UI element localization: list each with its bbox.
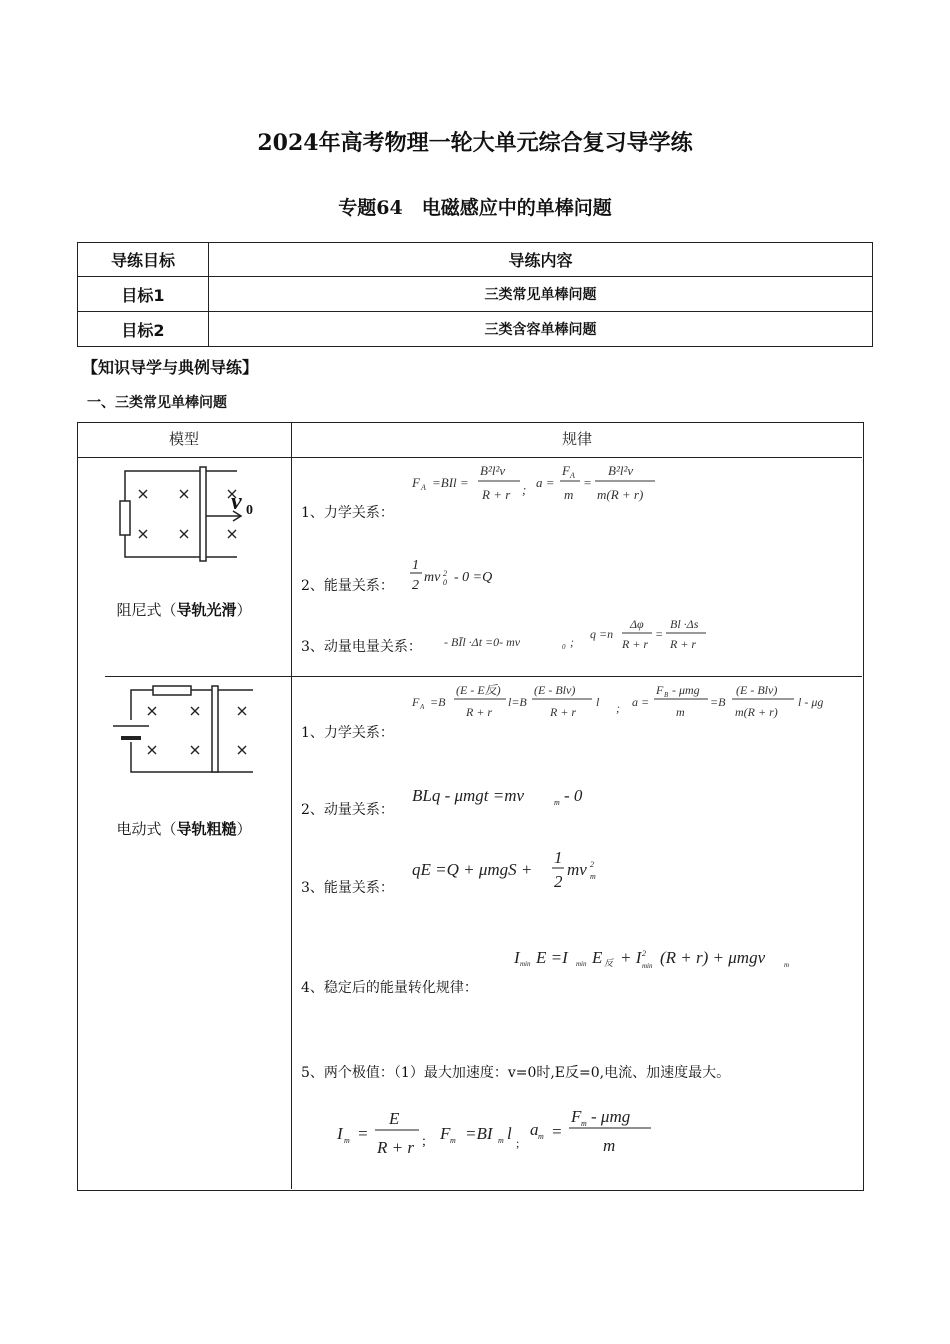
row-divider — [105, 676, 862, 677]
svg-text:mv: mv — [424, 570, 441, 585]
svg-text:(E - E反): (E - E反) — [456, 683, 501, 697]
svg-text:min: min — [520, 960, 531, 968]
table-row — [78, 312, 873, 347]
svg-text:=BIl =: =BIl = — [432, 475, 469, 490]
svg-text:m: m — [784, 961, 790, 969]
formula-energy-motor — [410, 847, 630, 892]
svg-text:R + r: R + r — [550, 705, 577, 719]
formula-extremes — [335, 1102, 695, 1162]
motor-circuit-diagram — [105, 682, 265, 778]
svg-text:2: 2 — [590, 860, 594, 869]
goal-table-header — [78, 243, 873, 277]
svg-text:R + r: R + r — [377, 1138, 414, 1157]
svg-text:=BI: =BI — [465, 1124, 493, 1143]
svg-text:E: E — [389, 1109, 400, 1128]
svg-text:2: 2 — [554, 872, 563, 891]
svg-text:I: I — [337, 1124, 343, 1143]
header-rule: 规律 — [562, 430, 593, 448]
svg-text:(E - Blv): (E - Blv) — [534, 683, 576, 697]
header-divider — [77, 457, 862, 458]
svg-text:F: F — [571, 1107, 582, 1126]
svg-text:- BĪl ·Δt =0- mv: - BĪl ·Δt =0- mv — [444, 635, 521, 649]
svg-text:m: m — [538, 1132, 544, 1141]
page-title: 2024年高考物理一轮大单元综合复习导学练 — [257, 130, 693, 156]
svg-text:R + r: R + r — [670, 637, 697, 651]
rule-extremes: 5、两个极值：（1）最大加速度：v=0时,E反=0,电流、加速度最大。 — [301, 1065, 731, 1081]
svg-text:q =n: q =n — [590, 627, 614, 641]
goal-header-target: 导练目标 — [78, 243, 209, 277]
rule-steady-state: 4、稳定后的能量转化规律： — [301, 980, 478, 996]
svg-text:R + r: R + r — [622, 637, 649, 651]
rule-force: 1、力学关系： — [301, 505, 394, 521]
svg-text:m: m — [450, 1136, 456, 1145]
svg-text:m: m — [581, 1119, 587, 1128]
svg-text:Δφ: Δφ — [630, 617, 644, 631]
svg-text:R + r: R + r — [482, 487, 511, 502]
svg-text:0: 0 — [562, 643, 566, 651]
column-divider — [291, 422, 292, 1189]
svg-text:=: = — [583, 475, 592, 490]
svg-text:E: E — [592, 948, 603, 967]
svg-text:l: l — [507, 1124, 512, 1143]
svg-text:+ I: + I — [620, 948, 642, 967]
goal-table — [77, 242, 873, 347]
svg-text:E =I: E =I — [536, 948, 568, 967]
svg-text:B²l²v: B²l²v — [608, 463, 634, 478]
v0-label: v — [231, 489, 242, 515]
section-heading: 【知识导学与典例导练】 — [82, 358, 259, 377]
svg-text:(E - Blv): (E - Blv) — [736, 683, 778, 697]
sub-heading: 一、三类常见单棒问题 — [87, 395, 227, 411]
svg-text:m: m — [603, 1136, 616, 1155]
svg-text:m: m — [554, 798, 560, 807]
svg-text:2: 2 — [443, 569, 447, 578]
damping-circuit-diagram — [107, 464, 267, 564]
svg-text:F: F — [412, 695, 420, 709]
svg-text:(R + r) + μmgv: (R + r) + μmgv — [660, 948, 766, 967]
goal-content: 三类常见单棒问题 — [209, 277, 873, 312]
svg-text:a: a — [530, 1120, 539, 1139]
rule-momentum-motor: 2、动量关系： — [301, 802, 394, 818]
formula-momentum-motor — [410, 780, 610, 810]
svg-text:;: ; — [516, 1136, 520, 1150]
svg-text:m: m — [344, 1136, 350, 1145]
svg-text:min: min — [576, 960, 587, 968]
svg-text:;: ; — [422, 1134, 426, 1149]
svg-text:m: m — [676, 705, 685, 719]
svg-text:=: = — [357, 1124, 369, 1143]
svg-text:0: 0 — [443, 578, 447, 587]
svg-text:F: F — [656, 683, 664, 697]
svg-text:m: m — [498, 1136, 504, 1145]
svg-text:m(R + r): m(R + r) — [597, 487, 644, 502]
svg-text:a =: a = — [632, 695, 650, 709]
v0-subscript: 0 — [246, 503, 253, 518]
svg-text:F: F — [412, 475, 420, 490]
model-caption-motor: 电动式（导轨粗糙） — [116, 820, 252, 838]
rule-momentum-charge: 3、动量电量关系： — [301, 639, 422, 655]
formula-momentum-damping — [442, 614, 722, 654]
goal-header-content: 导练内容 — [209, 243, 873, 277]
formula-force-motor — [410, 680, 850, 725]
svg-text:B: B — [664, 691, 669, 699]
svg-text:mv: mv — [567, 860, 587, 879]
svg-text:R + r: R + r — [466, 705, 493, 719]
header-model: 模型 — [169, 430, 200, 448]
svg-text:- 0: - 0 — [564, 786, 583, 805]
formula-force-damping — [410, 460, 670, 505]
svg-text:l=B: l=B — [508, 695, 527, 709]
svg-text:=B: =B — [710, 695, 726, 709]
rule-energy-motor: 3、能量关系： — [301, 880, 394, 896]
svg-text:l: l — [596, 695, 600, 709]
svg-text:2: 2 — [642, 949, 646, 958]
svg-text:l - μg: l - μg — [798, 695, 824, 709]
svg-text:a =: a = — [536, 475, 555, 490]
svg-text:;: ; — [522, 482, 527, 497]
svg-text:F: F — [440, 1124, 451, 1143]
svg-text:=: = — [655, 627, 664, 641]
svg-text:A: A — [420, 703, 425, 711]
svg-text:;: ; — [616, 701, 620, 715]
svg-text:Bl ·Δs: Bl ·Δs — [670, 617, 699, 631]
svg-text:m: m — [564, 487, 574, 502]
goal-label: 目标1 — [78, 277, 209, 312]
rule-force-motor: 1、力学关系： — [301, 725, 394, 741]
svg-text:=B: =B — [430, 695, 446, 709]
svg-text:I: I — [514, 948, 520, 967]
svg-text:F: F — [562, 463, 570, 478]
rule-energy: 2、能量关系： — [301, 578, 394, 594]
svg-text:2: 2 — [412, 578, 419, 593]
goal-content: 三类含容单棒问题 — [209, 312, 873, 347]
svg-text:1: 1 — [412, 558, 419, 573]
svg-text:BLq - μmgt =mv: BLq - μmgt =mv — [412, 786, 525, 805]
svg-text:反: 反 — [604, 958, 614, 968]
svg-text:qE =Q + μmgS +: qE =Q + μmgS + — [412, 860, 533, 879]
goal-label: 目标2 — [78, 312, 209, 347]
svg-text:1: 1 — [554, 848, 563, 867]
page-subtitle: 专题64 电磁感应中的单棒问题 — [338, 197, 612, 219]
svg-text:;: ; — [570, 635, 574, 649]
svg-text:- μmg: - μmg — [591, 1107, 631, 1126]
svg-text:B²l²v: B²l²v — [480, 463, 506, 478]
svg-text:m(R + r): m(R + r) — [735, 705, 778, 719]
formula-steady-state — [512, 942, 812, 974]
model-caption-damping: 阻尼式（导轨光滑） — [116, 601, 252, 619]
model-table — [77, 422, 864, 1191]
formula-energy-damping — [410, 556, 520, 596]
svg-text:- μmg: - μmg — [672, 683, 700, 697]
svg-text:m: m — [590, 872, 596, 881]
svg-text:A: A — [421, 483, 426, 492]
svg-text:A: A — [570, 471, 575, 480]
svg-text:- 0 =Q: - 0 =Q — [454, 570, 493, 585]
table-row — [78, 277, 873, 312]
svg-text:=: = — [551, 1122, 563, 1141]
svg-text:min: min — [642, 962, 653, 970]
